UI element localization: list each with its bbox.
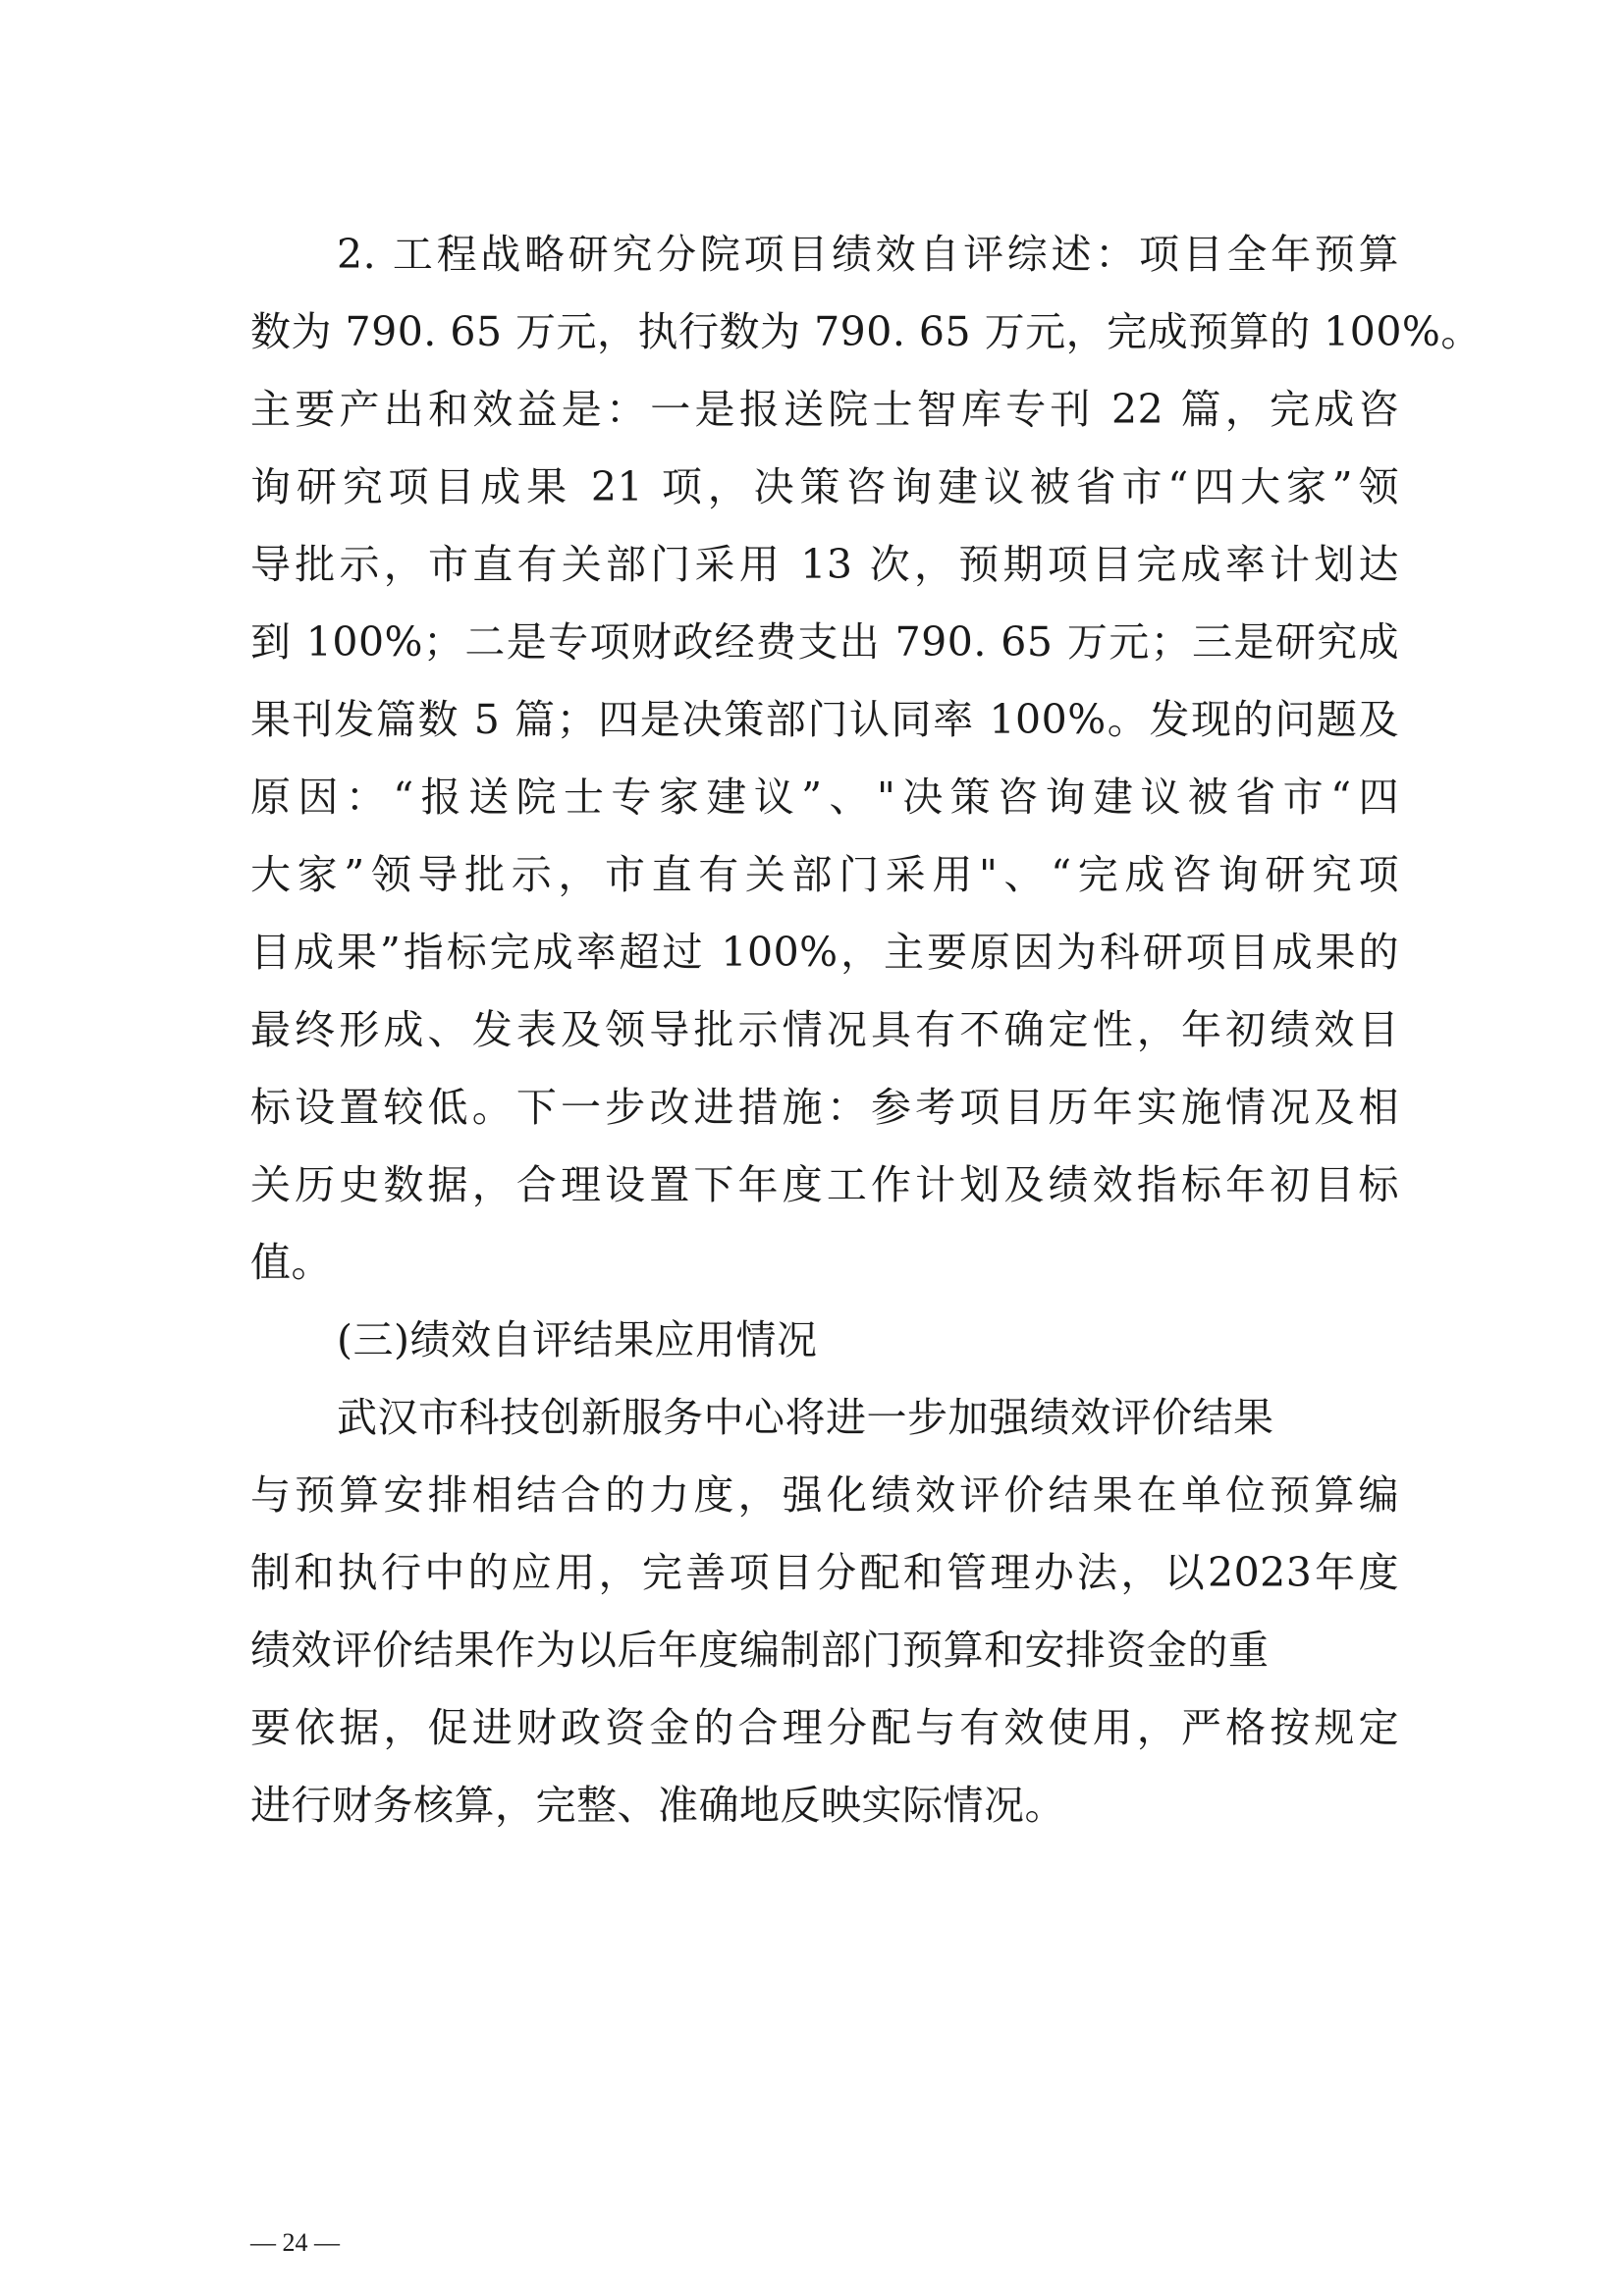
text-line: 最终形成、发表及领导批示情况具有不确定性，年初绩效目 [250, 1006, 1399, 1053]
text-line: 武汉市科技创新服务中心将进一步加强绩效评价结果 [337, 1394, 1274, 1441]
text-line: 数为 790. 65 万元，执行数为 790. 65 万元，完成预算的 100%。 [250, 308, 1482, 355]
document-body [250, 216, 1482, 1844]
text-line: 2. 工程战略研究分院项目绩效自评综述：项目全年预算 [337, 231, 1399, 278]
text-line: 导批示，市直有关部门采用 13 次，预期项目完成率计划达 [250, 541, 1399, 588]
text-line: 值。 [250, 1239, 332, 1286]
text-line: 标设置较低。下一步改进措施：参考项目历年实施情况及相 [250, 1084, 1399, 1131]
text-line: 大家”领导批示，市直有关部门采用"、“完成咨询研究项 [250, 851, 1399, 898]
paragraph-project-review [250, 216, 1482, 1302]
text-line: 主要产出和效益是：一是报送院士智库专刊 22 篇，完成咨 [250, 386, 1399, 433]
text-line: 果刊发篇数 5 篇；四是决策部门认同率 100%。发现的问题及 [250, 696, 1399, 743]
text-line: 制和执行中的应用，完善项目分配和管理办法，以2023年度 [250, 1549, 1399, 1596]
text-line: 与预算安排相结合的力度，强化绩效评价结果在单位预算编 [250, 1471, 1399, 1519]
text-line: 原因：“报送院士专家建议”、"决策咨询建议被省市“四 [250, 774, 1399, 821]
paragraph-results-application [250, 1379, 1399, 1844]
text-line: 要依据，促进财政资金的合理分配与有效使用，严格按规定 [250, 1704, 1399, 1751]
text-line: 目成果”指标完成率超过 100%，主要原因为科研项目成果的 [250, 929, 1399, 976]
text-line: 绩效评价结果作为以后年度编制部门预算和安排资金的重 [250, 1627, 1270, 1674]
section-heading: (三)绩效自评结果应用情况 [337, 1316, 818, 1363]
text-line: 关历史数据，合理设置下年度工作计划及绩效指标年初目标 [250, 1161, 1399, 1208]
page-number: — 24 — [250, 2228, 340, 2257]
text-line: 询研究项目成果 21 项，决策咨询建议被省市“四大家”领 [250, 463, 1399, 510]
text-line: 进行财务核算，完整、准确地反映实际情况。 [250, 1782, 1065, 1829]
text-line: 到 100%；二是专项财政经费支出 790. 65 万元；三是研究成 [250, 618, 1399, 666]
